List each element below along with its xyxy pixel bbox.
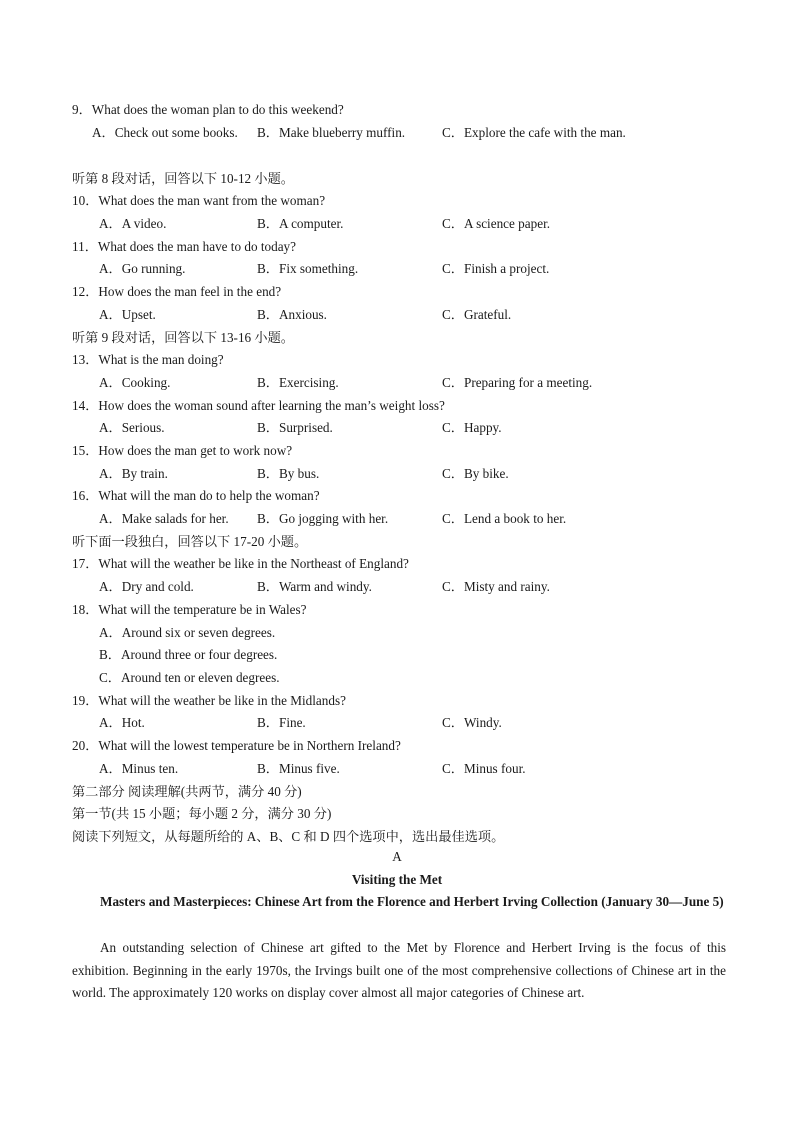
section-8-instruction: 听第 8 段对话，回答以下 10-12 小题。 <box>72 171 294 186</box>
question-12-option-b: B．Anxious. <box>257 307 327 322</box>
question-11-option-a: A．Go running. <box>99 261 186 276</box>
question-12-option-a: A．Upset. <box>99 307 156 322</box>
question-10-option-a: A．A video. <box>99 216 167 231</box>
question-20-option-b: B．Minus five. <box>257 761 340 776</box>
question-14-option-b: B．Surprised. <box>257 420 333 435</box>
question-9: 9．What does the woman plan to do this weekend? <box>72 102 344 117</box>
question-17-option-c: C．Misty and rainy. <box>442 579 550 594</box>
question-10-option-b: B．A computer. <box>257 216 344 231</box>
section-9-instruction: 听第 9 段对话，回答以下 13-16 小题。 <box>72 330 294 345</box>
question-11-option-c: C．Finish a project. <box>442 261 550 276</box>
question-18: 18．What will the temperature be in Wales? <box>72 602 307 617</box>
question-15-option-a: A．By train. <box>99 466 168 481</box>
question-9-option-c: C．Explore the cafe with the man. <box>442 125 626 140</box>
question-20-option-a: A．Minus ten. <box>99 761 179 776</box>
question-20: 20．What will the lowest temperature be in Northern Ireland? <box>72 738 401 753</box>
question-20-option-c: C．Minus four. <box>442 761 526 776</box>
question-18-option-b: B．Around three or four degrees. <box>99 647 278 662</box>
question-15-option-b: B．By bus. <box>257 466 320 481</box>
exhibit-title: Masters and Masterpieces: Chinese Art from the Florence and Herbert Irving Collection (January 30—June 5) <box>100 894 724 909</box>
passage-paragraph-1: An outstanding selection of Chinese art gifted to the Met by Florence and Herbert Irving is the focus of this exhibition. Beginning in the early 1970s, the Irvings built one of the most comprehensive collections of Chinese art in the world. The approximately 120 works on display cover almost all major categories of Chinese art. <box>72 940 726 1001</box>
question-15: 15．How does the man get to work now? <box>72 443 293 458</box>
reading-instruction: 阅读下列短文，从每题所给的 A、B、C 和 D 四个选项中，选出最佳选项。 <box>72 829 505 844</box>
passage-letter: A <box>392 849 402 864</box>
question-11-option-b: B．Fix something. <box>257 261 359 276</box>
question-14: 14．How does the woman sound after learning the man’s weight loss? <box>72 398 445 413</box>
question-16: 16．What will the man do to help the woman? <box>72 488 320 503</box>
question-17-option-b: B．Warm and windy. <box>257 579 372 594</box>
question-19-option-c: C．Windy. <box>442 715 502 730</box>
question-14-option-a: A．Serious. <box>99 420 165 435</box>
passage-title: Visiting the Met <box>351 872 443 887</box>
question-13: 13．What is the man doing? <box>72 352 224 367</box>
question-12-option-c: C．Grateful. <box>442 307 512 322</box>
question-13-option-b: B．Exercising. <box>257 375 339 390</box>
question-19: 19．What will the weather be like in the Midlands? <box>72 693 346 708</box>
question-11: 11．What does the man have to do today? <box>72 239 297 254</box>
question-15-option-c: C．By bike. <box>442 466 509 481</box>
question-13-option-c: C．Preparing for a meeting. <box>442 375 593 390</box>
part-2-title: 第二部分 阅读理解(共两节，满分 40 分) <box>72 784 302 799</box>
question-13-option-a: A．Cooking. <box>99 375 171 390</box>
question-18-option-c: C．Around ten or eleven degrees. <box>99 670 280 685</box>
question-16-option-c: C．Lend a book to her. <box>442 511 567 526</box>
question-17-option-a: A．Dry and cold. <box>99 579 194 594</box>
question-10: 10．What does the man want from the woman? <box>72 193 326 208</box>
monologue-instruction: 听下面一段独白，回答以下 17-20 小题。 <box>72 534 308 549</box>
question-18-option-a: A．Around six or seven degrees. <box>99 625 276 640</box>
question-16-option-b: B．Go jogging with her. <box>257 511 389 526</box>
section-1-title: 第一节(共 15 小题；每小题 2 分，满分 30 分) <box>72 806 332 821</box>
question-9-option-b: B．Make blueberry muffin. <box>257 125 406 140</box>
question-19-option-a: A．Hot. <box>99 715 145 730</box>
question-12: 12．How does the man feel in the end? <box>72 284 282 299</box>
question-16-option-a: A．Make salads for her. <box>99 511 229 526</box>
question-9-option-a: A．Check out some books. <box>92 125 238 140</box>
question-10-option-c: C．A science paper. <box>442 216 551 231</box>
question-19-option-b: B．Fine. <box>257 715 306 730</box>
question-17: 17．What will the weather be like in the Northeast of England? <box>72 556 409 571</box>
question-14-option-c: C．Happy. <box>442 420 502 435</box>
